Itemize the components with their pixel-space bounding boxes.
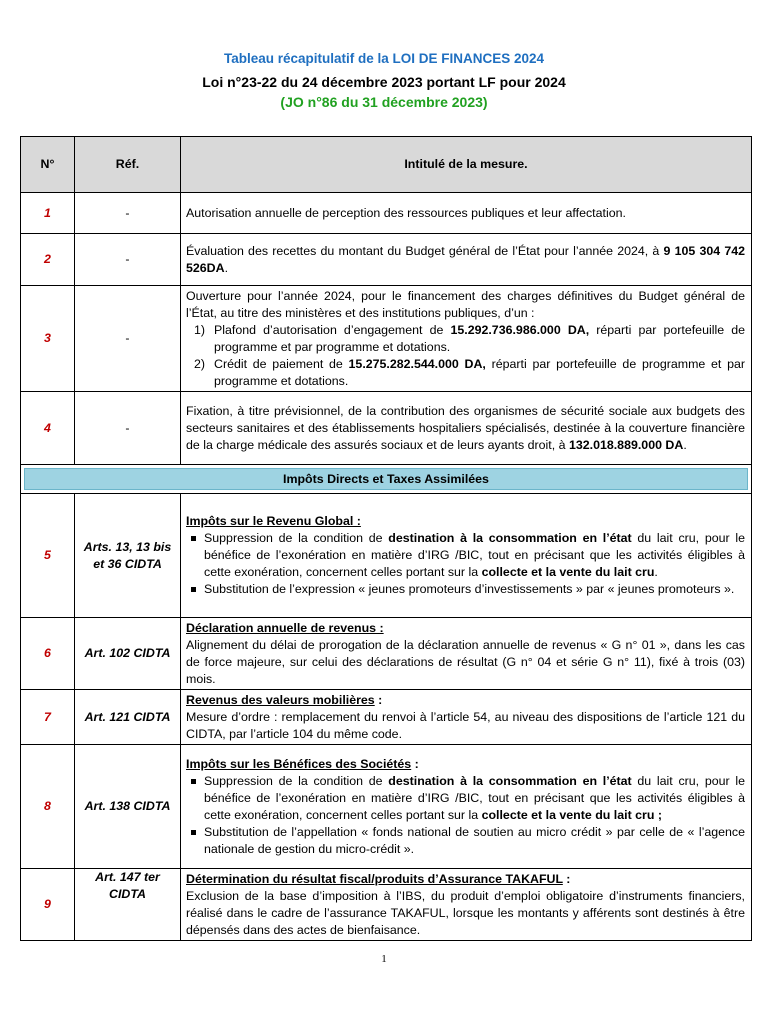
law-reference: Loi n°23-22 du 24 décembre 2023 portant LF pour 2024 [202,74,566,90]
measure-heading: Déclaration annuelle de revenus : [186,620,384,635]
table-row [21,193,752,234]
table-row [21,286,752,392]
row-reference: - [75,286,181,392]
row-number: 9 [21,869,75,941]
section-title: Impôts Directs et Taxes Assimilées [24,468,748,490]
row-description [181,494,752,618]
row-description: Évaluation des recettes du montant du Budget général de l’État pour l’année 2024, à 9 105 304 742 526DA. [181,234,752,286]
list-item: Suppression de la condition de destination à la consommation en l’état du lait cru, pour le bénéfice de l’exonération en matière d’IRG /BIC, tout en précisant que les activités éligibles à cette exonération, concernent celles portant sur la collecte et la vente du lait cru. [204,531,745,579]
row-number: 5 [21,494,75,618]
measure-heading: Détermination du résultat fiscal/produits d’Assurance TAKAFUL : [186,871,571,886]
row-number: 7 [21,690,75,745]
row-description: Détermination du résultat fiscal/produits d’Assurance TAKAFUL : Exclusion de la base d’imposition à l’IBS, du produit d’emploi obligatoire d’instruments financiers, réalisé dans le cadre de l’assurance TAKAFUL, lorsque les montants y afférents sont destinés à être dépensés dans des actes de bienfaisance. [181,869,752,941]
row-number: 8 [21,745,75,869]
measure-heading: Impôts sur les Bénéfices des Sociétés : [186,756,419,771]
measures-table [20,136,752,941]
list-item: Substitution de l’appellation « fonds national de soutien au micro crédit » par celle de « l’agence nationale de gestion du micro-crédit ». [204,824,745,856]
row-reference: Art. 121 CIDTA [75,690,181,745]
row-number: 4 [21,392,75,465]
list-item: Substitution de l’expression « jeunes promoteurs d’investissements » par « jeunes promoteurs ». [204,581,745,598]
bullet-list [186,530,745,598]
table-row [21,494,752,618]
list-item: 2) Crédit de paiement de 15.275.282.544.000 DA, réparti par portefeuille de programme et par programme et dotations. [194,356,746,388]
col-header-ref: Réf. [75,137,181,193]
table-row [21,690,752,745]
bullet-list [186,773,745,858]
row-number: 2 [21,234,75,286]
row-reference: Arts. 13, 13 bis et 36 CIDTA [75,494,181,618]
table-row [21,234,752,286]
list-item: 1) Plafond d’autorisation d’engagement de 15.292.736.986.000 DA, réparti par portefeuille de programme et par programme et dotations. [194,322,745,354]
measure-heading: Revenus des valeurs mobilières : [186,692,383,707]
table-row [21,745,752,869]
journal-officiel-reference: (JO n°86 du 31 décembre 2023) [280,94,488,110]
row-reference: - [75,234,181,286]
row-reference: - [75,193,181,234]
row-description: Ouverture pour l’année 2024, pour le financement des charges définitives du Budget général de l’État, au titre des ministères et des institutions publiques, d’un : 1) Plafond d’autorisation d’engagement de 15.292.736.986.000 DA, réparti par portefeuille de programme et par programme et dotations. 2) Crédit de paiement de 15.275.282.544.000 DA, réparti par portefeuille de programme et par programme et dotations. [181,286,752,392]
budget-amount: 9 105 304 742 526DA [186,243,745,275]
page-number: 1 [381,953,387,965]
row-reference: - [75,392,181,465]
list-item: Suppression de la condition de destination à la consommation en l’état du lait cru, pour le bénéfice de l’exonération en matière d’IRG /BIC, tout en précisant que les activités éligibles à cette exonération, concernent celles portant sur la collecte et la vente du lait cru ; [204,773,745,822]
row-description: Déclaration annuelle de revenus : Alignement du délai de prorogation de la déclaration annuelle de revenus « G n° 01 », dans les cas de force majeure, sur celui des déclarations de résultat (G n° 04 et série G n° 11), fixé à trois (03) mois. [181,618,752,690]
row-number: 1 [21,193,75,234]
measure-heading: Impôts sur le Revenu Global : [186,514,361,528]
col-header-title: Intitulé de la mesure. [181,137,752,193]
row-reference: Art. 102 CIDTA [75,618,181,690]
col-header-num: N° [21,137,75,193]
table-row [21,618,752,690]
row-description: Autorisation annuelle de perception des ressources publiques et leur affectation. [181,193,752,234]
row-number: 6 [21,618,75,690]
table-row [21,869,752,941]
document-title: Tableau récapitulatif de la LOI DE FINANCES 2024 [223,51,545,66]
row-description [181,745,752,869]
table-header-row [21,137,752,193]
row-number: 3 [21,286,75,392]
row-reference: Art. 138 CIDTA [75,745,181,869]
numbered-list [186,322,745,390]
row-description: Fixation, à titre prévisionnel, de la contribution des organismes de sécurité sociale aux budgets des secteurs sanitaires et des établissements hospitaliers spécialisés, destinée à la couverture financière de la charge médicale des assurés sociaux et de leurs ayants droit, à 132.018.889.000 DA. [181,392,752,465]
table-row [21,392,752,465]
row-description: Revenus des valeurs mobilières : Mesure d’ordre : remplacement du renvoi à l’article 54, au niveau des dispositions de l’article 121 du CIDTA, par l’article 104 du même code. [181,690,752,745]
section-row [21,465,752,494]
row-reference: Art. 147 ter CIDTA [75,869,181,941]
